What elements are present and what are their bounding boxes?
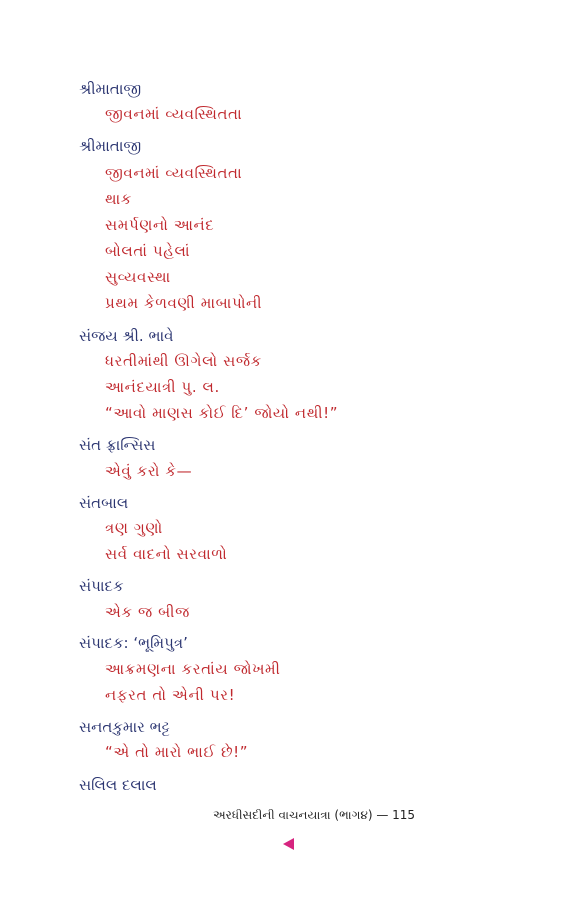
entry-title[interactable]: આક્રમણના કરતાંય જોખમી <box>105 660 281 678</box>
entry-title[interactable]: “એ તો મારો ભાઈ છે!” <box>105 743 249 761</box>
entry-title[interactable]: બોલતાં પહેલાં <box>105 242 191 260</box>
entry-title[interactable]: એવું કરો કે— <box>105 462 193 480</box>
author-name: સંજય શ્રી. ભાવે <box>79 327 174 345</box>
entry-title[interactable]: સમર્પણનો આનંદ <box>105 216 215 234</box>
entry-title[interactable]: એક જ બીજ <box>105 603 190 621</box>
author-name: સંતબાલ <box>79 494 129 512</box>
entry-title[interactable]: ત્રણ ગુણો <box>105 519 163 537</box>
entry-title[interactable]: જીવનમાં વ્યવસ્થિતતા <box>105 105 243 123</box>
entry-title[interactable]: ધરતીમાંથી ઊગેલો સર્જક <box>105 352 262 370</box>
entry-title[interactable]: થાક <box>105 190 132 208</box>
author-name: શ્રીમાતાજી <box>79 137 142 155</box>
page-footer: અરધીસદીની વાચનયાત્રા (ભાગ૪) — 115 <box>213 808 416 822</box>
author-name: શ્રીમાતાજી <box>79 80 142 98</box>
entry-title[interactable]: સુવ્યવસ્થા <box>105 268 171 286</box>
entry-title[interactable]: પ્રથમ કેળવણી માબાપોની <box>105 294 263 312</box>
author-name: સનતકુમાર ભટ્ટ <box>79 718 170 736</box>
entry-title[interactable]: “આવો માણસ કોઈ દિ’ જોયો નથી!” <box>105 404 339 422</box>
triangle-left-icon[interactable] <box>283 838 294 850</box>
author-name: સંપાદક: ‘ભૂમિપુત્ર’ <box>79 634 188 652</box>
entry-title[interactable]: નફરત તો એની પર! <box>105 686 236 704</box>
entry-title[interactable]: આનંદયાત્રી પુ. લ. <box>105 378 220 396</box>
entry-title[interactable]: સર્વ વાદનો સરવાળો <box>105 545 228 563</box>
author-name: સંત ફ્રાન્સિસ <box>79 436 156 454</box>
entry-title[interactable]: જીવનમાં વ્યવસ્થિતતા <box>105 164 243 182</box>
author-name: સંપાદક <box>79 577 124 595</box>
author-name: સલિલ દલાલ <box>79 776 157 794</box>
